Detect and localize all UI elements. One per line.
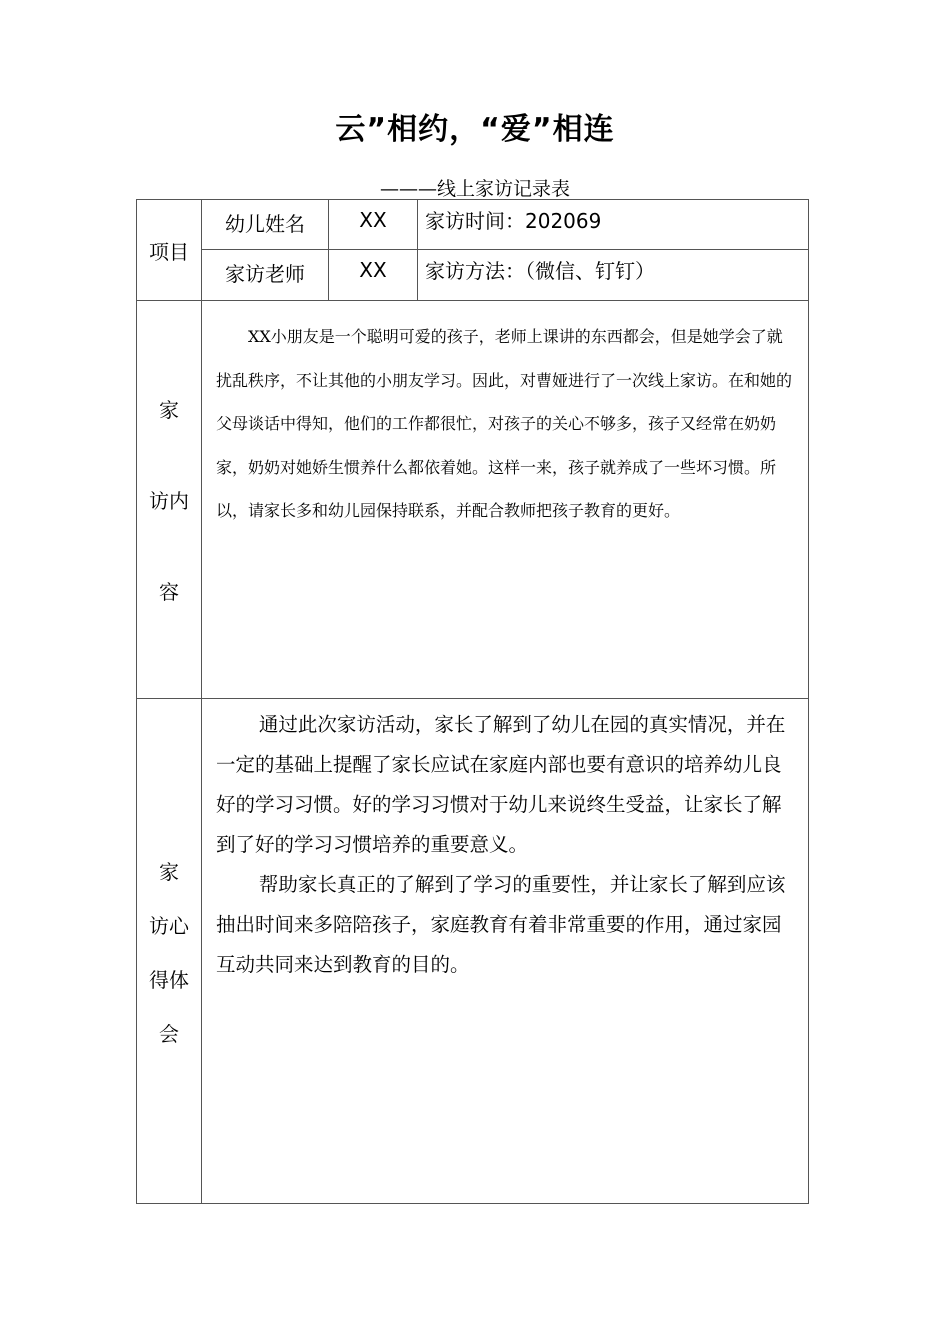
reflection-label-line: 访心 (149, 913, 189, 938)
visit-content-text: XX小朋友是一个聪明可爱的孩子，老师上课讲的东西都会，但是她学会了就扰乱秩序，不让其他的小朋友学习。因此，对曹娅进行了一次线上家访。在和她的父母谈话中得知，他们的工作都很忙，对孩子的关心不够多，孩子又经常在奶奶家，奶奶对她娇生惯养什么都依着她。这样一来，孩子就养成了一些坏习惯。所以，请家长多和幼儿园保持联系，并配合教师把孩子教育的更好。 (216, 327, 793, 520)
visit-content-cell (202, 301, 809, 699)
visit-record-table (136, 199, 809, 1204)
teacher-value: XX (329, 250, 418, 301)
child-name-value: XX (329, 200, 418, 250)
visit-time: 家访时间：202069 (418, 200, 809, 250)
reflection-label-line: 家 (159, 859, 179, 884)
reflection-cell (202, 699, 809, 1204)
reflection-label-line: 得体 (149, 967, 189, 992)
item-label: 项目 (137, 200, 202, 301)
teacher-label: 家访老师 (202, 250, 329, 301)
page-title: 云”相约，“爱”相连 (335, 112, 615, 147)
reflection-label-line: 会 (159, 1021, 179, 1046)
page-subtitle: ———线上家访记录表 (379, 178, 570, 200)
reflection-paragraph: 通过此次家访活动，家长了解到了幼儿在园的真实情况，并在一定的基础上提醒了家长应试在家庭内部也要有意识的培养幼儿良好的学习习惯。好的学习习惯对于幼儿来说终生受益，让家长了解到了好的学习习惯培养的重要意义。 (216, 713, 786, 856)
content-label-line: 容 (159, 580, 179, 604)
reflection-label (137, 699, 202, 1204)
content-label-line: 访内 (149, 489, 189, 513)
content-label (137, 301, 202, 699)
child-name-label: 幼儿姓名 (202, 200, 329, 250)
content-label-line: 家 (159, 398, 179, 422)
visit-method: 家访方法：（微信、钉钉） (418, 250, 809, 301)
reflection-paragraph: 帮助家长真正的了解到了学习的重要性，并让家长了解到应该抽出时间来多陪陪孩子，家庭教育有着非常重要的作用，通过家园互动共同来达到教育的目的。 (216, 873, 786, 976)
